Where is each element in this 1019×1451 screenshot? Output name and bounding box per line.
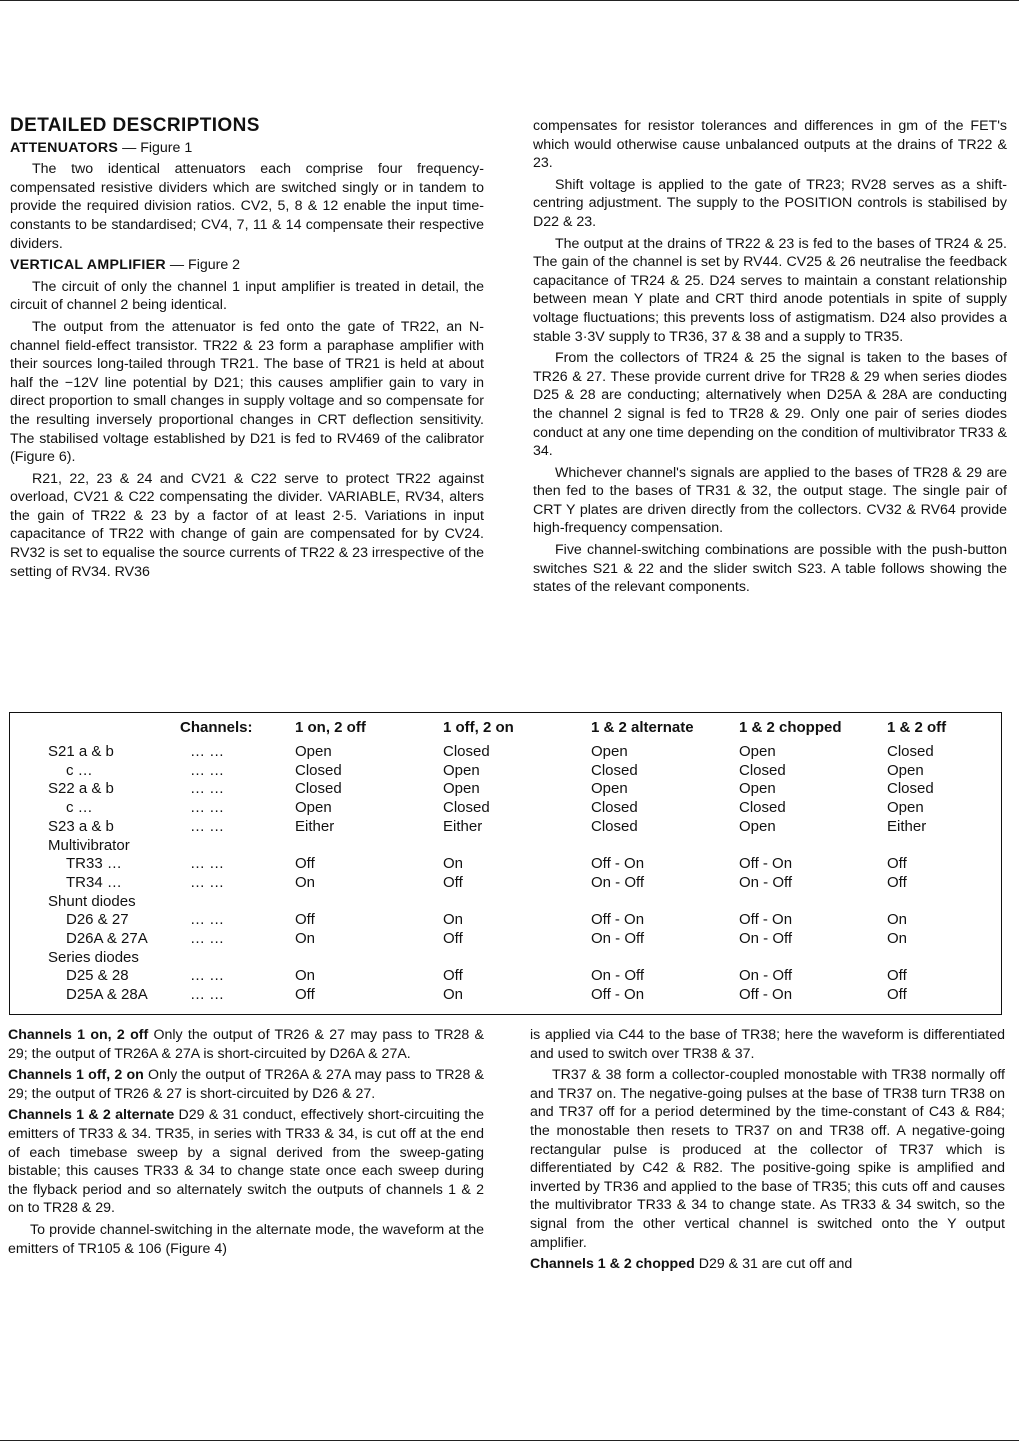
table-row-label: S21 a & b <box>48 743 114 760</box>
right-bottom-paragraph-1: is applied via C44 to the base of TR38; here the waveform is differentiated and used to switch over TR38 & 37. <box>530 1027 1005 1062</box>
attenuators-paragraph: The two identical attenuators each comprise four frequency-compensated resistive dividers which are switched singly or in tandem to provide the required division ratios. CV2, 5, 8 & 12 enable the input time-constants to be standardised; CV4, 7, 11 & 14 compensate their respective dividers. <box>10 161 484 252</box>
table-cell: On <box>887 911 908 929</box>
mode-1off-2on-paragraph <box>8 1066 484 1103</box>
table-row-leader-dots: … … <box>190 930 225 948</box>
table-cell: Closed <box>295 780 342 798</box>
right-paragraph-2: Shift voltage is applied to the gate of TR23; RV28 serves as a shift-centring adjustment. The supply to the POSITION controls is stabilised by D22 & 23. <box>533 176 1007 230</box>
table-cell: Either <box>295 817 335 835</box>
table-cell <box>295 837 443 856</box>
table-cell: On <box>295 930 316 948</box>
table-cell <box>591 837 739 856</box>
table-cell: Off <box>295 986 315 1004</box>
table-cell: Off <box>887 873 907 891</box>
table-cell: Open <box>739 743 776 760</box>
alternate-switching-paragraph: To provide channel-switching in the alternate mode, the waveform at the emitters of TR105 & 106 (Figure 4) <box>8 1221 484 1257</box>
table-header-cell: 1 & 2 off <box>887 719 947 736</box>
table-cell: On - Off <box>739 873 793 891</box>
table-header-row <box>10 719 1000 743</box>
right-column-bottom <box>530 1026 1005 1277</box>
mode-alternate-label: Channels 1 & 2 alternate <box>8 1107 175 1124</box>
table-cell: Off - On <box>739 986 793 1004</box>
table-row <box>10 967 1000 986</box>
table-cell: Off - On <box>591 986 645 1004</box>
table-cell: On - Off <box>591 930 645 948</box>
table-cell <box>443 893 591 912</box>
monostable-paragraph: TR37 & 38 form a collector-coupled monostable with TR38 normally off and TR37 on. The negative-going pulses at the base of TR38 turn TR38 on and TR37 off for a period determined by the time-constant of C43 & R84; the monostable then resets to TR37 on and TR38 off. A negative-going rectangular pulse is produced at the collector of TR37 which is differentiated by C42 & R82. The positive-going spike is amplified and inverted by TR36 and applied to the base of TR35; this cuts off and causes the multivibrator TR33 & 34 to change state. As TR33 & 34 switch, so the signal from the other vertical channel is switched onto the Y output amplifier. <box>530 1067 1005 1251</box>
table-row-label: TR34 … <box>66 873 122 891</box>
table-header-channels: Channels: <box>180 719 253 736</box>
table-row-leader-dots <box>180 837 295 856</box>
table-row <box>10 818 1000 837</box>
table-header-cell: 1 & 2 alternate <box>591 719 694 736</box>
table-row-leader-dots: … … <box>190 911 225 929</box>
switching-states-table <box>10 719 1000 1005</box>
table-row-label: S22 a & b <box>48 780 114 798</box>
table-cell: Open <box>887 799 924 817</box>
table-row-leader-dots: … … <box>190 743 225 760</box>
table-row-leader-dots: … … <box>190 986 225 1004</box>
table-cell: On <box>295 873 316 891</box>
table-row <box>10 930 1000 949</box>
table-cell: Closed <box>739 761 786 779</box>
right-paragraph-6: Five channel-switching combinations are possible with the push-button switches S21 & 22 and the slider switch S23. A table follows showing the states of the relevant components. <box>533 542 1007 596</box>
table-cell <box>295 893 443 912</box>
table-cell <box>591 949 739 968</box>
table-cell: Off <box>295 911 315 929</box>
table-row-leader-dots: … … <box>190 799 225 817</box>
table-cell: Off - On <box>739 855 793 873</box>
table-row-leader-dots: … … <box>190 761 225 779</box>
vertical-amplifier-heading-figure: — Figure 2 <box>165 257 241 274</box>
table-cell <box>739 837 887 856</box>
table-cell: Off <box>887 986 907 1004</box>
mode-alternate-paragraph <box>8 1106 484 1218</box>
table-cell <box>591 893 739 912</box>
table-row-leader-dots: … … <box>190 967 225 985</box>
table-header-cell <box>10 719 180 743</box>
table-row <box>10 986 1000 1005</box>
table-row-label: D26 & 27 <box>66 911 129 929</box>
table-row <box>10 780 1000 799</box>
table-cell: Open <box>591 780 628 798</box>
table-row-label: D25A & 28A <box>66 986 148 1004</box>
page-heading: DETAILED DESCRIPTIONS <box>10 115 260 136</box>
mode-alternate-text: D29 & 31 conduct, effectively short-circuiting the emitters of TR33 & 34. TR35, in series with TR33 & 34, is cut off at the end of each timebase sweep by a signal derived from the sweep-gating bistable; this causes TR33 & 34 to change state once each sweep during the flyback period and so alternately switch the outputs of channels 1 & 2 on to TR28 & 29. <box>8 1107 484 1217</box>
table-row <box>10 855 1000 874</box>
switching-states-table-box <box>9 712 1002 1015</box>
table-row-leader-dots: … … <box>190 873 225 891</box>
table-cell: Either <box>443 817 483 835</box>
table-row-leader-dots: … … <box>190 780 225 798</box>
table-cell <box>443 949 591 968</box>
right-paragraph-1: compensates for resistor tolerances and differences in gm of the FET's which would otherwise cause unbalanced outputs at the drains of TR22 & 23. <box>533 118 1007 172</box>
mode-chopped-text: D29 & 31 are cut off and <box>694 1256 853 1273</box>
vertical-amplifier-heading-bold: VERTICAL AMPLIFIER <box>10 257 166 274</box>
left-column-top <box>10 117 484 584</box>
vertical-amplifier-heading <box>10 256 484 275</box>
table-header-cell: 1 on, 2 off <box>295 719 366 736</box>
table-row <box>10 762 1000 781</box>
table-cell: Closed <box>443 743 490 760</box>
table-cell: Closed <box>739 799 786 817</box>
table-row-label: S23 a & b <box>48 817 114 835</box>
mode-1on-2off-label: Channels 1 on, 2 off <box>8 1027 149 1043</box>
table-cell: Off <box>887 855 907 873</box>
table-cell: On <box>443 986 464 1004</box>
bottom-rule <box>0 1440 1019 1441</box>
mode-chopped-paragraph <box>530 1255 1005 1274</box>
table-cell: Open <box>887 761 924 779</box>
table-cell: On <box>887 930 908 948</box>
table-cell: Closed <box>591 761 638 779</box>
table-cell <box>443 837 591 856</box>
table-cell <box>887 837 1000 856</box>
table-row <box>10 837 1000 856</box>
table-cell: On <box>443 855 464 873</box>
table-cell: Closed <box>295 761 342 779</box>
table-row-label: D25 & 28 <box>66 967 129 985</box>
table-cell: Off - On <box>739 911 793 929</box>
table-row-label: c … <box>66 799 93 817</box>
table-row <box>10 949 1000 968</box>
table-cell <box>295 949 443 968</box>
table-cell: On - Off <box>591 873 645 891</box>
table-header-cell: 1 & 2 chopped <box>739 719 842 736</box>
right-paragraph-3: The output at the drains of TR22 & 23 is fed to the bases of TR24 & 25. The gain of the channel is set by RV44. CV25 & 26 neutralise the feedback capacitance of TR24 & 25. D24 serves to maintain a constant relationship between mean Y plate and CRT third anode potentials in spite of supply voltage fluctuations; this prevents loss of astigmatism. D24 also provides a stable 3·3V supply to TR36, 37 & 38 and a supply to TR35. <box>533 235 1007 345</box>
mode-1on-2off-paragraph <box>8 1026 484 1063</box>
table-header-cell: 1 off, 2 on <box>443 719 514 736</box>
table-cell <box>739 893 887 912</box>
table-cell: Off <box>887 967 907 985</box>
table-row-label: Shunt diodes <box>48 892 136 910</box>
table-cell: On <box>443 911 464 929</box>
right-paragraph-4: From the collectors of TR24 & 25 the signal is taken to the bases of TR26 & 27. These provide current drive for TR28 & 29 when series diodes D25 & 28 are conducting; alternatively when D25A & 28A are conducting the channel 2 signal is fed to TR28 & 29. Only one pair of series diodes conduct at any one time depending on the condition of multivibrator TR33 & 34. <box>533 350 1007 460</box>
table-cell: Either <box>887 817 927 835</box>
table-cell <box>887 893 1000 912</box>
attenuators-heading-bold: ATTENUATORS <box>10 139 119 156</box>
table-cell: Off - On <box>591 855 645 873</box>
table-row-label: D26A & 27A <box>66 930 148 948</box>
right-column-top <box>533 117 1007 600</box>
vertical-amplifier-paragraph-2: The output from the attenuator is fed onto the gate of TR22, an N-channel field-effect transistor. TR22 & 23 form a paraphase amplifier with their sources long-tailed through TR21. The base of TR21 is held at about half the −12V line potential by D21; this causes amplifier gain to vary in direct proportion to small changes in supply voltage and so compensate for the resulting inversely proportional changes in CRT deflection sensitivity. The stabilised voltage established by D21 is fed to RV469 of the calibrator (Figure 6). <box>10 318 484 466</box>
attenuators-heading-figure: — Figure 1 <box>118 139 193 156</box>
table-row <box>10 799 1000 818</box>
table-cell: Off <box>443 873 463 891</box>
table-cell: Off <box>443 930 463 948</box>
table-cell: On <box>295 967 316 985</box>
mode-1off-2on-text: Only the output of TR26A & 27A may pass to TR28 & 29; the output of TR26 & 27 is short-circuited by D26 & 27. <box>8 1067 484 1102</box>
table-cell: On - Off <box>591 967 645 985</box>
table-cell: Open <box>739 817 776 835</box>
mode-1on-2off-text: Only the output of TR26 & 27 may pass to TR28 & 29; the output of TR26A & 27A is short-circuited by D26A & 27A. <box>8 1027 485 1062</box>
table-row-label: c … <box>66 761 93 779</box>
table-row-leader-dots <box>180 949 295 968</box>
table-row-label: TR33 … <box>66 855 122 873</box>
left-column-bottom <box>8 1026 484 1261</box>
table-cell: Off - On <box>591 911 645 929</box>
vertical-amplifier-paragraph-3: R21, 22, 23 & 24 and CV21 & C22 serve to protect TR22 against overload, CV21 & C22 compensating the divider. VARIABLE, RV34, alters the gain of TR22 & 23 by a factor of at least 2·5. Variations in input capacitance of TR22 with change of gain are compensated for by CV24. RV32 is set to equalise the source currents of TR22 & 23 irrespective of the setting of RV34. RV36 <box>10 470 484 580</box>
table-cell: On - Off <box>739 967 793 985</box>
attenuators-heading <box>10 139 484 158</box>
table-row-leader-dots: … … <box>190 817 225 835</box>
vertical-amplifier-paragraph-1: The circuit of only the channel 1 input amplifier is treated in detail, the circuit of channel 2 being identical. <box>10 278 484 314</box>
table-row <box>10 874 1000 893</box>
table-cell: Open <box>739 780 776 798</box>
table-cell: Closed <box>887 743 934 760</box>
table-cell: Closed <box>443 799 490 817</box>
table-cell <box>887 949 1000 968</box>
table-cell: Off <box>295 855 315 873</box>
table-row <box>10 893 1000 912</box>
table-row-leader-dots: … … <box>190 855 225 873</box>
table-cell: On - Off <box>739 930 793 948</box>
table-cell: Open <box>295 743 332 760</box>
table-cell: Open <box>295 799 332 817</box>
table-cell <box>739 949 887 968</box>
table-row <box>10 743 1000 762</box>
table-cell: Closed <box>591 799 638 817</box>
table-row-leader-dots <box>180 893 295 912</box>
top-rule <box>0 0 1019 1</box>
table-cell: Off <box>443 967 463 985</box>
right-paragraph-5: Whichever channel's signals are applied to the bases of TR28 & 29 are then fed to the bases of TR31 & 32, the output stage. The single pair of CRT Y plates are driven directly from the collectors. CV32 & RV64 provide high-frequency compensation. <box>533 464 1007 537</box>
mode-chopped-label: Channels 1 & 2 chopped <box>530 1256 695 1273</box>
table-row-label: Multivibrator <box>48 836 130 854</box>
table-cell: Closed <box>887 780 934 798</box>
table-cell: Open <box>443 761 480 779</box>
table-body <box>10 743 1000 1005</box>
table-row <box>10 911 1000 930</box>
mode-1off-2on-label: Channels 1 off, 2 on <box>8 1067 144 1084</box>
table-cell: Open <box>591 743 628 760</box>
table-cell: Open <box>443 780 480 798</box>
table-row-label: Series diodes <box>48 948 139 966</box>
table-cell: Closed <box>591 817 638 835</box>
